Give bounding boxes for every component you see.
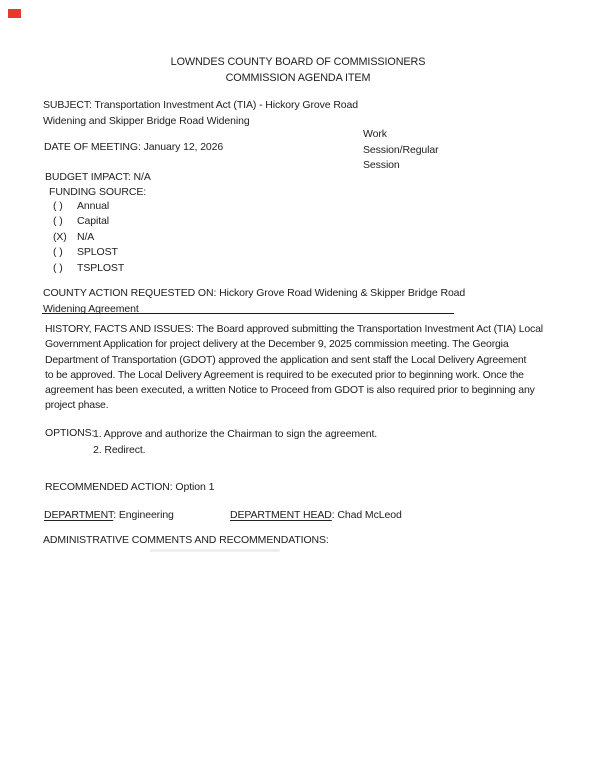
- funding-option-splost: [53, 245, 124, 260]
- options-items: [93, 427, 377, 458]
- department-head-label: DEPARTMENT HEAD: [230, 509, 332, 521]
- checkbox-mark: ( ): [53, 215, 63, 228]
- checkbox-mark: ( ): [53, 246, 63, 259]
- checkbox-mark: ( ): [53, 200, 63, 212]
- department-row: [44, 509, 402, 521]
- checkbox-mark-checked: (X): [53, 230, 67, 243]
- history-line: project phase.: [45, 399, 109, 412]
- funding-option-tsplost: [53, 261, 124, 276]
- funding-option-na: [53, 230, 124, 245]
- recommended-action-line: RECOMMENDED ACTION: Option 1: [45, 481, 215, 493]
- option-item-1: 1. Approve and authorize the Chairman to sign the agreement.: [93, 428, 378, 440]
- history-line: Department of Transportation (GDOT) approved the application and sent staff the Local Delivery Agreement: [45, 353, 527, 366]
- header-subtitle: COMMISSION AGENDA ITEM: [225, 72, 371, 84]
- history-line: HISTORY, FACTS AND ISSUES: The Board approved submitting the Transportation Investment Act (TIA) Local: [45, 323, 543, 335]
- department-label: DEPARTMENT: [44, 509, 114, 521]
- checkbox-mark: ( ): [53, 261, 63, 274]
- scan-smudge: [150, 549, 280, 552]
- funding-option-label: Annual: [77, 200, 110, 212]
- underline-rule: [42, 313, 454, 314]
- document-header: [0, 54, 596, 86]
- subject-block: [43, 98, 358, 129]
- session-type-text: Work Session/Regular Session: [363, 128, 439, 172]
- subject-line-1: SUBJECT: Transportation Investment Act (TIA) - Hickory Grove Road: [43, 99, 359, 111]
- funding-option-annual: [53, 199, 124, 214]
- department-head-value: : Chad McLeod: [331, 509, 402, 521]
- funding-option-label: Capital: [77, 215, 109, 228]
- funding-options-list: [53, 199, 124, 276]
- history-line: Government Application for project delivery at the December 9, 2025 commission meeting. The Georgia: [45, 338, 509, 351]
- options-label: OPTIONS:: [45, 427, 95, 439]
- funding-option-label: TSPLOST: [77, 261, 125, 274]
- department-head-group: [230, 509, 402, 521]
- history-line: to be approved. The Local Delivery Agreement is required to be executed prior to beginning work. Once the: [45, 368, 524, 381]
- date-of-meeting-line: DATE OF MEETING: January 12, 2026: [44, 141, 224, 153]
- header-title: LOWNDES COUNTY BOARD OF COMMISSIONERS: [170, 56, 426, 68]
- subject-line-2: Widening and Skipper Bridge Road Widening: [43, 114, 250, 127]
- funding-source-label: FUNDING SOURCE:: [49, 186, 147, 198]
- budget-impact-line: BUDGET IMPACT: N/A: [45, 171, 151, 183]
- red-annotation-mark: [8, 9, 21, 18]
- history-paragraph: [45, 322, 543, 414]
- option-item-2: 2. Redirect.: [93, 443, 146, 456]
- funding-option-label: N/A: [77, 230, 95, 243]
- history-line: agreement has been executed, a written Notice to Proceed from GDOT is also required prior to beginning any: [45, 384, 535, 397]
- funding-option-capital: [53, 214, 124, 229]
- admin-comments-line: ADMINISTRATIVE COMMENTS AND RECOMMENDATIONS:: [43, 534, 329, 546]
- county-action-line-1: COUNTY ACTION REQUESTED ON: Hickory Grove Road Widening & Skipper Bridge Road: [43, 287, 466, 299]
- department-value: : Engineering: [113, 509, 174, 521]
- funding-option-label: SPLOST: [77, 246, 118, 259]
- county-action-line-2: Widening Agreement: [43, 302, 139, 315]
